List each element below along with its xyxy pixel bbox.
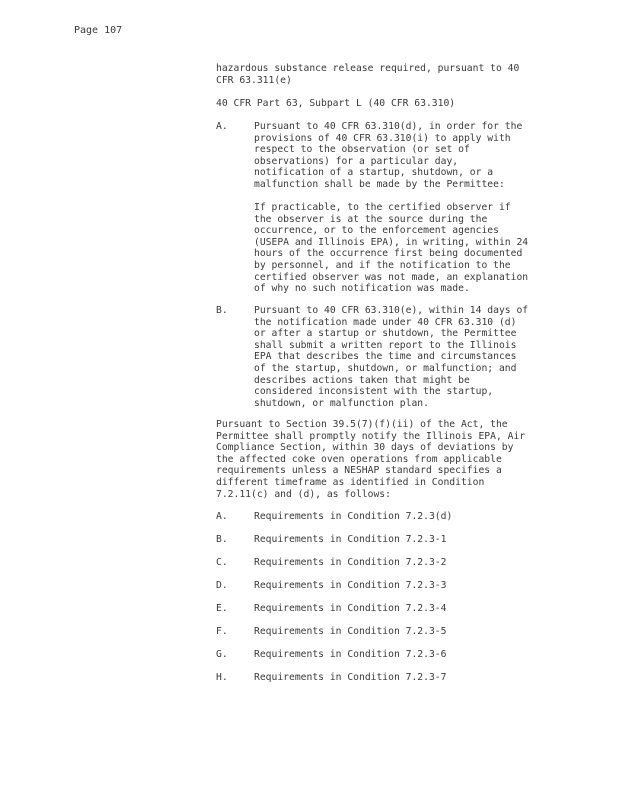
text-line: describes actions taken that might be	[254, 374, 470, 386]
list-item-text: Requirements in Condition 7.2.3-4	[254, 603, 447, 614]
text-line: of why no such notification was made.	[254, 283, 470, 295]
list-item	[216, 672, 546, 684]
item-a-label: A.	[216, 121, 228, 132]
item-b-paragraph	[254, 305, 554, 409]
list-item-letter: A.	[216, 511, 228, 522]
list-item-letter: E.	[216, 603, 228, 614]
text-line: requirements unless a NESHAP standard specifies a	[216, 465, 502, 477]
intro-paragraph	[216, 63, 546, 86]
page-number: Page 107	[74, 25, 123, 36]
text-line: notification of a startup, shutdown, or a	[254, 167, 494, 179]
text-line: the affected coke oven operations from applicable	[216, 453, 502, 465]
item-a-paragraph-2	[254, 202, 554, 295]
text-line: the observer is at the source during the	[254, 213, 488, 225]
list-item-text: Requirements in Condition 7.2.3-7	[254, 672, 447, 683]
list-item-letter: G.	[216, 649, 228, 660]
section-paragraph	[216, 419, 556, 500]
text-line: considered inconsistent with the startup,	[254, 386, 494, 398]
text-line: hours of the occurrence first being documented	[254, 248, 523, 260]
list-item	[216, 580, 546, 592]
list-item	[216, 557, 546, 569]
text-line: 7.2.11(c) and (d), as follows:	[216, 488, 391, 500]
text-line: of the startup, shutdown, or malfunction; and	[254, 362, 517, 374]
text-line: EPA that describes the time and circumstances	[254, 351, 517, 363]
text-line: Permittee shall promptly notify the Illinois EPA, Air	[216, 430, 526, 442]
text-line: provisions of 40 CFR 63.310(i) to apply with	[254, 132, 511, 144]
item-a-paragraph-1	[254, 121, 554, 191]
list-item	[216, 649, 546, 661]
text-line: different timeframe as identified in Condition	[216, 476, 485, 488]
list-item-text: Requirements in Condition 7.2.3-6	[254, 649, 447, 660]
list-item-text: Requirements in Condition 7.2.3-5	[254, 626, 447, 637]
text-line: Pursuant to 40 CFR 63.310(e), within 14 days of	[254, 305, 529, 316]
list-item-letter: C.	[216, 557, 228, 568]
list-item-letter: D.	[216, 580, 228, 591]
list-item-text: Requirements in Condition 7.2.3-2	[254, 557, 447, 568]
text-line: occurrence, or to the enforcement agencies	[254, 225, 499, 237]
text-line: observations) for a particular day,	[254, 155, 459, 167]
text-line: CFR 63.311(e)	[216, 74, 292, 86]
list-item	[216, 534, 546, 546]
list-item-letter: B.	[216, 534, 228, 545]
list-item-text: Requirements in Condition 7.2.3-3	[254, 580, 447, 591]
list-item-letter: F.	[216, 626, 228, 637]
text-line: certified observer was not made, an explanation	[254, 271, 529, 283]
text-line: malfunction shall be made by the Permittee:	[254, 178, 505, 190]
text-line: by personnel, and if the notification to the	[254, 259, 511, 271]
item-b-label: B.	[216, 305, 228, 316]
text-line: Pursuant to 40 CFR 63.310(d), in order for the	[254, 121, 523, 132]
list-item	[216, 626, 546, 638]
subpart-heading: 40 CFR Part 63, Subpart L (40 CFR 63.310)	[216, 98, 456, 109]
text-line: Compliance Section, within 30 days of deviations by	[216, 442, 514, 454]
list-item-letter: H.	[216, 672, 228, 683]
text-line: hazardous substance release required, pursuant to 40	[216, 63, 520, 74]
text-line: (USEPA and Illinois EPA), in writing, within 24	[254, 236, 529, 248]
text-line: the notification made under 40 CFR 63.310 (d)	[254, 316, 517, 328]
list-item-text: Requirements in Condition 7.2.3-1	[254, 534, 447, 545]
text-line: shutdown, or malfunction plan.	[254, 397, 429, 409]
text-line: respect to the observation (or set of	[254, 144, 470, 156]
text-line: shall submit a written report to the Illinois	[254, 339, 517, 351]
text-line: or after a startup or shutdown, the Permittee	[254, 328, 517, 340]
list-item	[216, 603, 546, 615]
list-item-text: Requirements in Condition 7.2.3(d)	[254, 511, 453, 522]
text-line: If practicable, to the certified observer if	[254, 202, 511, 213]
list-item	[216, 511, 546, 523]
text-line: Pursuant to Section 39.5(7)(f)(ii) of the Act, the	[216, 419, 508, 430]
